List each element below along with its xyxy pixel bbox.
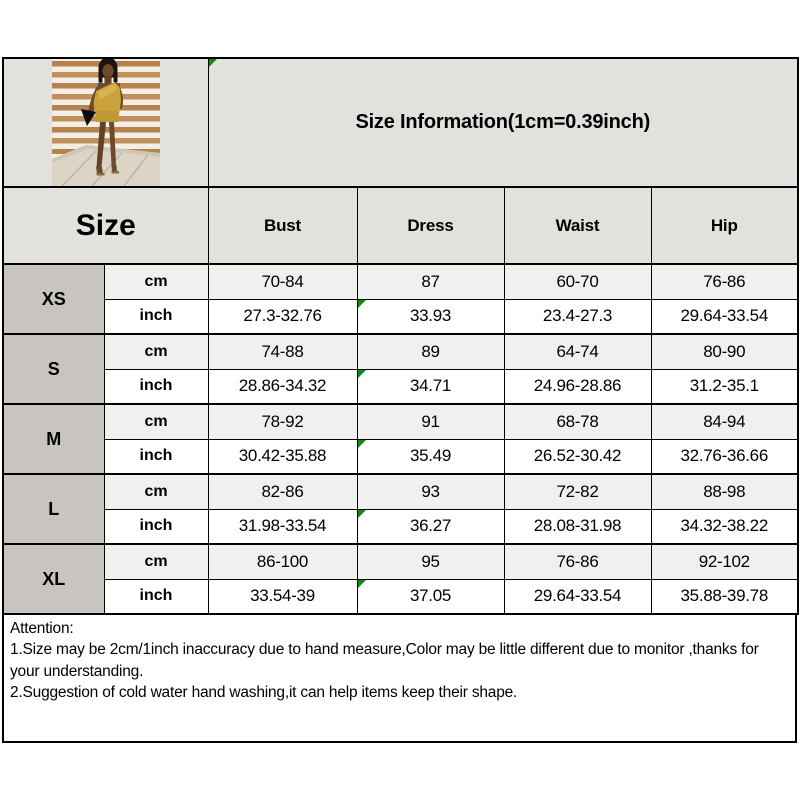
cell-xl-cm-bust: 86-100 [208, 544, 357, 579]
cell-xs-inch-dress: 33.93 [357, 299, 504, 334]
unit-label-cm: cm [104, 404, 208, 439]
cell-xl-cm-dress: 95 [357, 544, 504, 579]
size-info-title-cell [208, 58, 798, 187]
size-label-l: L [3, 474, 104, 544]
unit-label-cm: cm [104, 544, 208, 579]
size-column-header: Size [3, 187, 208, 264]
cell-xs-cm-hip: 76-86 [651, 264, 798, 299]
size-label-m: M [3, 404, 104, 474]
cell-l-cm-waist: 72-82 [504, 474, 651, 509]
size-label-xs: XS [3, 264, 104, 334]
cell-m-inch-dress: 35.49 [357, 439, 504, 474]
column-header-waist: Waist [504, 187, 651, 264]
cell-xs-inch-hip: 29.64-33.54 [651, 299, 798, 334]
unit-label-inch: inch [104, 579, 208, 614]
size-label-xl: XL [3, 544, 104, 614]
cell-l-inch-waist: 28.08-31.98 [504, 509, 651, 544]
cell-xs-cm-waist: 60-70 [504, 264, 651, 299]
cell-s-inch-dress: 34.71 [357, 369, 504, 404]
cell-xs-inch-bust: 27.3-32.76 [208, 299, 357, 334]
attention-title: Attention: [10, 620, 74, 637]
cell-l-cm-dress: 93 [357, 474, 504, 509]
cell-m-inch-hip: 32.76-36.66 [651, 439, 798, 474]
cell-l-cm-hip: 88-98 [651, 474, 798, 509]
attention-note-1: 1.Size may be 2cm/1inch inaccuracy due to hand measure,Color may be little different due to monitor ,thanks for your understanding. [10, 641, 759, 680]
cell-m-cm-dress: 91 [357, 404, 504, 439]
cell-s-cm-hip: 80-90 [651, 334, 798, 369]
cell-xl-cm-hip: 92-102 [651, 544, 798, 579]
product-photo [52, 59, 160, 186]
cell-l-inch-dress: 36.27 [357, 509, 504, 544]
cell-l-inch-hip: 34.32-38.22 [651, 509, 798, 544]
cell-s-inch-bust: 28.86-34.32 [208, 369, 357, 404]
cell-m-inch-bust: 30.42-35.88 [208, 439, 357, 474]
column-header-dress: Dress [357, 187, 504, 264]
size-table [2, 57, 799, 615]
cell-xl-inch-waist: 29.64-33.54 [504, 579, 651, 614]
cell-xl-inch-bust: 33.54-39 [208, 579, 357, 614]
cell-xs-cm-bust: 70-84 [208, 264, 357, 299]
unit-label-cm: cm [104, 334, 208, 369]
cell-s-cm-bust: 74-88 [208, 334, 357, 369]
size-chart-graphic [2, 57, 797, 743]
cell-xl-cm-waist: 76-86 [504, 544, 651, 579]
cell-xl-inch-dress: 37.05 [357, 579, 504, 614]
cell-xs-inch-waist: 23.4-27.3 [504, 299, 651, 334]
cell-l-inch-bust: 31.98-33.54 [208, 509, 357, 544]
cell-m-cm-waist: 68-78 [504, 404, 651, 439]
attention-note-2: 2.Suggestion of cold water hand washing,it can help items keep their shape. [10, 684, 518, 702]
size-label-s: S [3, 334, 104, 404]
cell-xl-inch-hip: 35.88-39.78 [651, 579, 798, 614]
cell-s-inch-waist: 24.96-28.86 [504, 369, 651, 404]
column-header-hip: Hip [651, 187, 798, 264]
cell-s-cm-dress: 89 [357, 334, 504, 369]
column-header-bust: Bust [208, 187, 357, 264]
unit-label-inch: inch [104, 369, 208, 404]
cell-l-cm-bust: 82-86 [208, 474, 357, 509]
cell-xs-cm-dress: 87 [357, 264, 504, 299]
product-photo-cell [3, 58, 208, 187]
unit-label-inch: inch [104, 439, 208, 474]
unit-label-cm: cm [104, 264, 208, 299]
cell-s-inch-hip: 31.2-35.1 [651, 369, 798, 404]
unit-label-cm: cm [104, 474, 208, 509]
cell-m-inch-waist: 26.52-30.42 [504, 439, 651, 474]
unit-label-inch: inch [104, 299, 208, 334]
cell-s-cm-waist: 64-74 [504, 334, 651, 369]
unit-label-inch: inch [104, 509, 208, 544]
size-info-title: Size Information(1cm=0.39inch) [355, 111, 651, 133]
cell-m-cm-bust: 78-92 [208, 404, 357, 439]
cell-m-cm-hip: 84-94 [651, 404, 798, 439]
attention-box [2, 615, 797, 743]
